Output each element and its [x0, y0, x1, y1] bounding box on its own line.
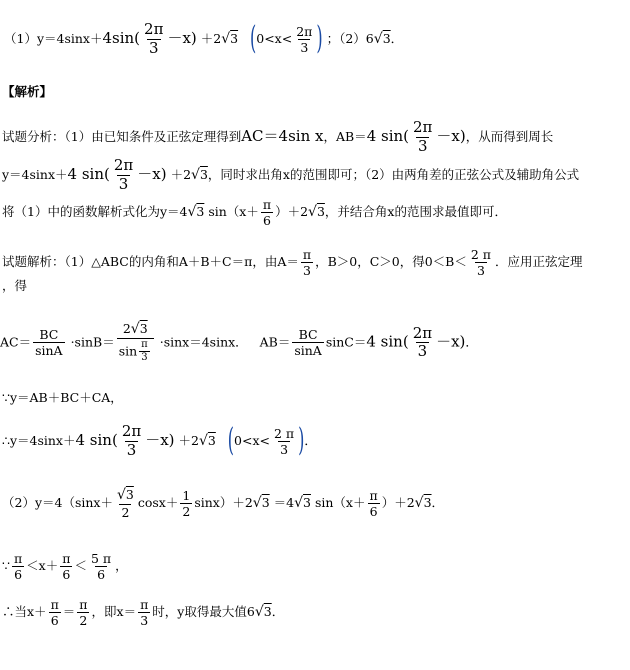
fraction-pi-6: [60, 552, 72, 581]
radicand: 3: [263, 604, 272, 620]
fraction-pi-3: [301, 248, 313, 277]
numerator: π: [262, 197, 272, 212]
numerator: π: [369, 487, 378, 503]
sin-text: sin(: [112, 28, 141, 47]
sqrt-icon: √: [373, 30, 383, 47]
sqrt-icon: √: [294, 494, 304, 511]
domain-text: 0<x<: [234, 432, 270, 448]
ab-label: AB＝: [259, 334, 291, 350]
coef: 4 sin(: [75, 430, 118, 449]
radicand: 3: [230, 30, 239, 46]
denominator: 3: [280, 441, 289, 457]
denominator: sinA: [294, 343, 322, 359]
numerator: π: [302, 247, 312, 262]
domain-open: (: [250, 18, 257, 57]
sqrt-icon: √: [187, 204, 197, 221]
minus-x: －x): [167, 28, 197, 47]
denominator: 3: [126, 440, 137, 459]
numerator: π: [50, 597, 59, 612]
solution-line-1: [2, 248, 583, 277]
numerator: 1: [182, 487, 191, 503]
radicand: 3: [139, 321, 148, 336]
max-suffix: 时，y取得最大值6: [152, 604, 255, 620]
coef: 4 sin(: [67, 164, 110, 183]
sqrt-icon: √: [198, 432, 208, 449]
fraction-pi-6: [12, 552, 24, 581]
sqrt-icon: √: [116, 487, 126, 503]
sqrt-icon: √: [221, 30, 231, 47]
sinx-close: sinx）＋2: [194, 494, 253, 510]
answer-line: [4, 18, 404, 57]
sqrt-icon: √: [414, 494, 424, 511]
numerator: 2π: [113, 156, 134, 174]
denominator: 6: [62, 567, 71, 583]
sinb-text: ·sinB＝: [70, 334, 115, 350]
fraction-bc-sina: [33, 328, 65, 357]
sin-text: sin: [118, 343, 138, 359]
analysis-heading: 【解析】: [2, 84, 53, 99]
fraction: [112, 158, 135, 193]
numerator: π: [79, 597, 88, 612]
fraction-root3-2: [115, 488, 136, 519]
hint-line-3: [2, 198, 507, 227]
denominator: 3: [417, 136, 428, 155]
numerator: BC: [298, 327, 318, 343]
numerator: π: [62, 551, 71, 566]
plus-two: ＋2: [200, 30, 222, 46]
sinx-tail: ·sinx＝4sinx．: [159, 334, 248, 350]
domain-text: 0<x<: [256, 30, 293, 46]
fraction: [120, 424, 143, 459]
max-pre: ∴当x＋: [2, 604, 47, 620]
range-line: [2, 552, 128, 581]
numerator: 2π: [144, 20, 164, 38]
part2-prefix: （2）y＝4（sinx＋: [2, 494, 113, 510]
ab-coef: 4 sin(: [366, 126, 410, 145]
hint-y: y＝4sinx＋: [2, 166, 68, 182]
solution-mid: ，B＞0，C＞0，得0＜B＜: [315, 254, 467, 270]
tail: ）＋2: [381, 494, 415, 510]
fraction-2pi-3-domain: [294, 25, 314, 54]
radicand: 3: [316, 204, 325, 220]
fraction-5pi-6: [89, 552, 113, 581]
two: 2: [122, 321, 131, 336]
radicand: 3: [261, 494, 270, 510]
denominator: 6: [97, 567, 106, 583]
denominator: 6: [369, 503, 378, 519]
period: ．: [304, 432, 317, 448]
ac-label: AC＝: [0, 334, 32, 350]
fraction-pi-6: [49, 598, 61, 627]
denominator: 3: [118, 174, 129, 193]
denominator: 3: [476, 263, 485, 279]
fraction-pi-6: [261, 198, 273, 227]
period: ．: [465, 334, 478, 350]
fraction: [411, 323, 434, 361]
sqrt-icon: √: [130, 321, 140, 337]
fraction-pi-2: [77, 598, 89, 627]
answer-part1: （1）y＝4sinx＋: [4, 30, 103, 46]
max-mid: ，即x＝: [91, 604, 137, 620]
radicand: 3: [199, 166, 208, 182]
therefore-y: ∴y＝4sinx＋: [2, 432, 76, 448]
solution-line-2: ，得: [2, 278, 28, 293]
lt-x-plus: ＜x＋: [26, 558, 59, 574]
fraction-2pi-3: [142, 22, 165, 57]
plus-two: ＋2: [178, 432, 199, 448]
hint-suffix: ，从而得到周长: [465, 128, 554, 144]
hint-mid: ，同时求出角x的范围即可；（2）由两角差的正弦公式及辅助角公式: [207, 166, 580, 182]
denominator: 3: [140, 613, 149, 629]
sqrt-icon: √: [191, 166, 200, 183]
sinc-text: sinC＝: [325, 334, 367, 350]
period: ．: [390, 30, 404, 46]
domain-close: ): [298, 420, 305, 459]
denominator: 3: [300, 39, 309, 55]
period: ．: [431, 494, 445, 510]
denominator: 6: [262, 213, 271, 229]
denominator: sinA: [35, 343, 63, 359]
denominator: 6: [50, 613, 59, 629]
numerator: 2 π: [273, 425, 295, 441]
sqrt-icon: √: [252, 494, 262, 511]
sin-text: sin（x＋: [208, 204, 259, 220]
eq4: ＝4: [273, 494, 295, 510]
fraction-pi-3: [138, 598, 150, 627]
numerator: π: [140, 597, 149, 612]
denominator: 3: [148, 38, 159, 57]
numerator: π: [141, 338, 148, 350]
domain-close: ): [316, 18, 323, 57]
because-icon: ∵: [2, 558, 10, 574]
hint-suffix: ，并结合角x的范围求最值即可．: [324, 204, 507, 220]
numerator: 2π: [413, 118, 433, 136]
fraction-2root3-sinpi3: [117, 322, 154, 364]
ab-tail: －x): [436, 126, 466, 145]
hint-line-2: [2, 158, 579, 193]
denominator: 2: [182, 503, 191, 519]
hint-line-1: [2, 120, 553, 155]
numerator: BC: [39, 327, 59, 343]
tail: －x): [145, 430, 175, 449]
since-y-line: ∵y＝AB＋BC＋CA，: [2, 390, 123, 405]
coef: 4 sin(: [366, 332, 409, 351]
ab-prefix: ，AB＝: [323, 128, 367, 144]
fraction-2pi-3: [469, 248, 493, 277]
solution-text: 试题解析：（1）△ABC的内角和A＋B＋C＝π，由A＝: [2, 254, 299, 270]
max-line: [2, 598, 284, 627]
answer-part2: ；（2）6: [326, 30, 374, 46]
fraction: [411, 120, 434, 155]
period: ．: [271, 604, 285, 620]
fraction-pi-6: [367, 489, 379, 518]
radicand: 3: [303, 494, 311, 510]
radicand: 3: [207, 432, 216, 448]
denominator: 6: [14, 567, 23, 583]
cosx-plus: cosx＋: [137, 494, 179, 510]
part2-line: [2, 488, 444, 519]
tail: ）＋2: [275, 204, 309, 220]
fraction-bc-sina: [292, 328, 324, 357]
denominator: [117, 338, 154, 364]
numerator: π: [13, 551, 23, 566]
coef: 4: [102, 28, 113, 47]
eq: ＝: [62, 604, 76, 620]
sin-open: sin（x＋: [314, 494, 366, 510]
radicand: 3: [423, 494, 432, 510]
numerator: 2π: [412, 323, 433, 342]
comma: ，: [115, 558, 128, 574]
denominator: 2: [79, 613, 88, 629]
denominator: 3: [302, 263, 311, 279]
solution-suffix: ．应用正弦定理: [495, 254, 583, 270]
radicand: 3: [196, 204, 205, 220]
hint-text: 试题分析：（1）由已知条件及正弦定理得到: [2, 128, 242, 144]
lt: ＜: [74, 558, 87, 574]
fraction-2pi-3: [272, 427, 296, 456]
hint-text: 将（1）中的函数解析式化为y＝4: [2, 204, 188, 220]
fraction-1-2: [180, 489, 192, 518]
fraction-pi-3: [139, 340, 150, 364]
denominator: 3: [417, 342, 428, 361]
denominator: 3: [141, 352, 148, 364]
ac-eq: AC＝4sin x: [241, 126, 324, 145]
denominator: 2: [121, 504, 130, 520]
numerator: 2π: [296, 23, 313, 39]
numerator: [115, 488, 136, 504]
numerator: 2π: [121, 422, 142, 440]
radicand: 3: [125, 487, 134, 502]
plus-two: ＋2: [170, 166, 192, 182]
numerator: 2 π: [470, 247, 492, 262]
sqrt-icon: √: [308, 204, 317, 221]
numerator: 5 π: [90, 551, 112, 566]
therefore-y-line: [2, 420, 317, 459]
law-of-sines-line: [0, 322, 478, 364]
tail: －x): [436, 332, 466, 351]
tail: －x): [137, 164, 167, 183]
domain-open: (: [227, 420, 235, 459]
sqrt-icon: √: [254, 604, 264, 621]
numerator: [121, 322, 150, 338]
radicand: 3: [382, 30, 391, 46]
